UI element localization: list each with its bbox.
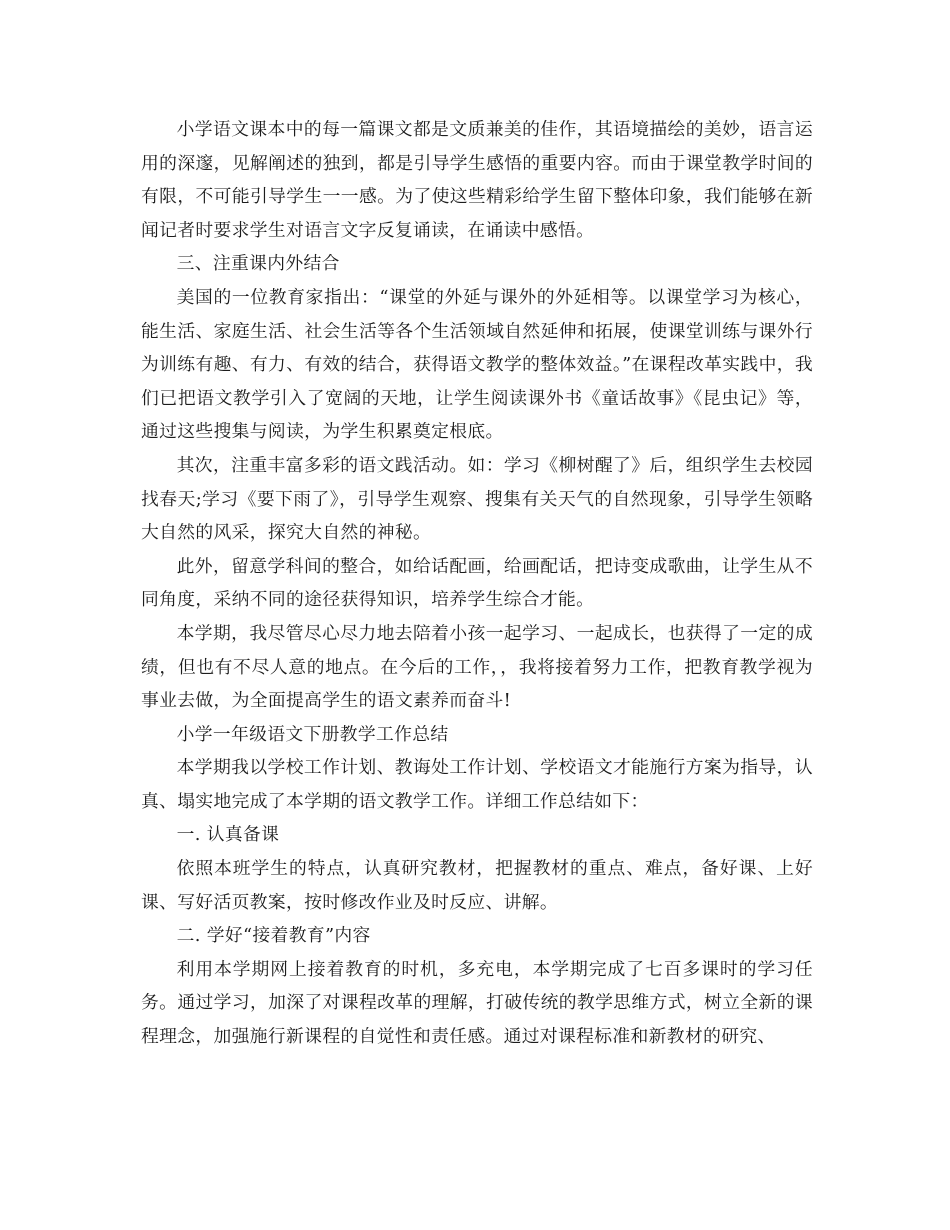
paragraph-work-summary-intro: 本学期我以学校工作计划、教诲处工作计划、学校语文才能施行方案为指导，认真、塌实地完成了本学期的语文教学工作。详细工作总结如下： (141, 757, 813, 812)
paragraph-practice-activities: 其次，注重丰富多彩的语文践活动。如：学习《柳树醒了》后，组织学生去校园找春天;学习《要下雨了》，引导学生观察、搜集有关天气的自然现象，引导学生领略大自然的风采，探究大自然的神秘。 (141, 454, 813, 544)
paragraph-reading-aloud: 小学语文课本中的每一篇课文都是文质兼美的佳作，其语境描绘的美妙，语言运用的深邃，见解阐述的独到，都是引导学生感悟的重要内容。而由于课堂教学时间的有限，不可能引导学生一一感。为了使这些精彩给学生留下整体印象，我们能够在新闻记者时要求学生对语言文字反复诵读，在诵读中感悟。 (141, 119, 813, 241)
paragraph-lesson-preparation: 依照本班学生的特点，认真研究教材，把握教材的重点、难点，备好课、上好课、写好活页教案，按时修改作业及时反应、讲解。 (141, 858, 813, 913)
paragraph-educator-quote: 美国的一位教育家指出：“课堂的外延与课外的外延相等。以课堂学习为核心，能生活、家庭生活、社会生活等各个生活领域自然延伸和拓展，使课堂训练与课外行为训练有趣、有力、有效的结合，获得语文教学的整体效益。”在课程改革实践中，我们已把语文教学引入了宽阔的天地，让学生阅读课外书《童话故事》《昆虫记》等，通过这些搜集与阅读，为学生积累奠定根底。 (141, 286, 813, 443)
heading-lesson-preparation: 一. 认真备课 (176, 824, 280, 846)
paragraph-subject-integration: 此外，留意学科间的整合，如给话配画，给画配话，把诗变成歌曲，让学生从不同角度，采纳不同的途径获得知识，培养学生综合才能。 (141, 555, 813, 611)
heading-continuing-education: 二. 学好“接着教育”内容 (176, 925, 371, 947)
heading-section-three: 三、注重课内外结合 (176, 253, 340, 275)
paragraph-semester-summary: 本学期，我尽管尽心尽力地去陪着小孩一起学习、一起成长，也获得了一定的成绩，但也有不尽人意的地点。在今后的工作，，我将接着努力工作，把教育教学视为事业去做，为全面提高学生的语文素养而奋斗! (141, 622, 813, 712)
document-body (141, 113, 813, 1054)
paragraph-continuing-education: 利用本学期网上接着教育的时机，多充电，本学期完成了七百多课时的学习任务。通过学习，加深了对课程改革的理解，打破传统的教学思维方式，树立全新的课程理念，加强施行新课程的自觉性和责任感。通过对课程标准和新教材的研究、 (141, 958, 813, 1048)
heading-work-summary-title: 小学一年级语文下册教学工作总结 (176, 723, 449, 745)
